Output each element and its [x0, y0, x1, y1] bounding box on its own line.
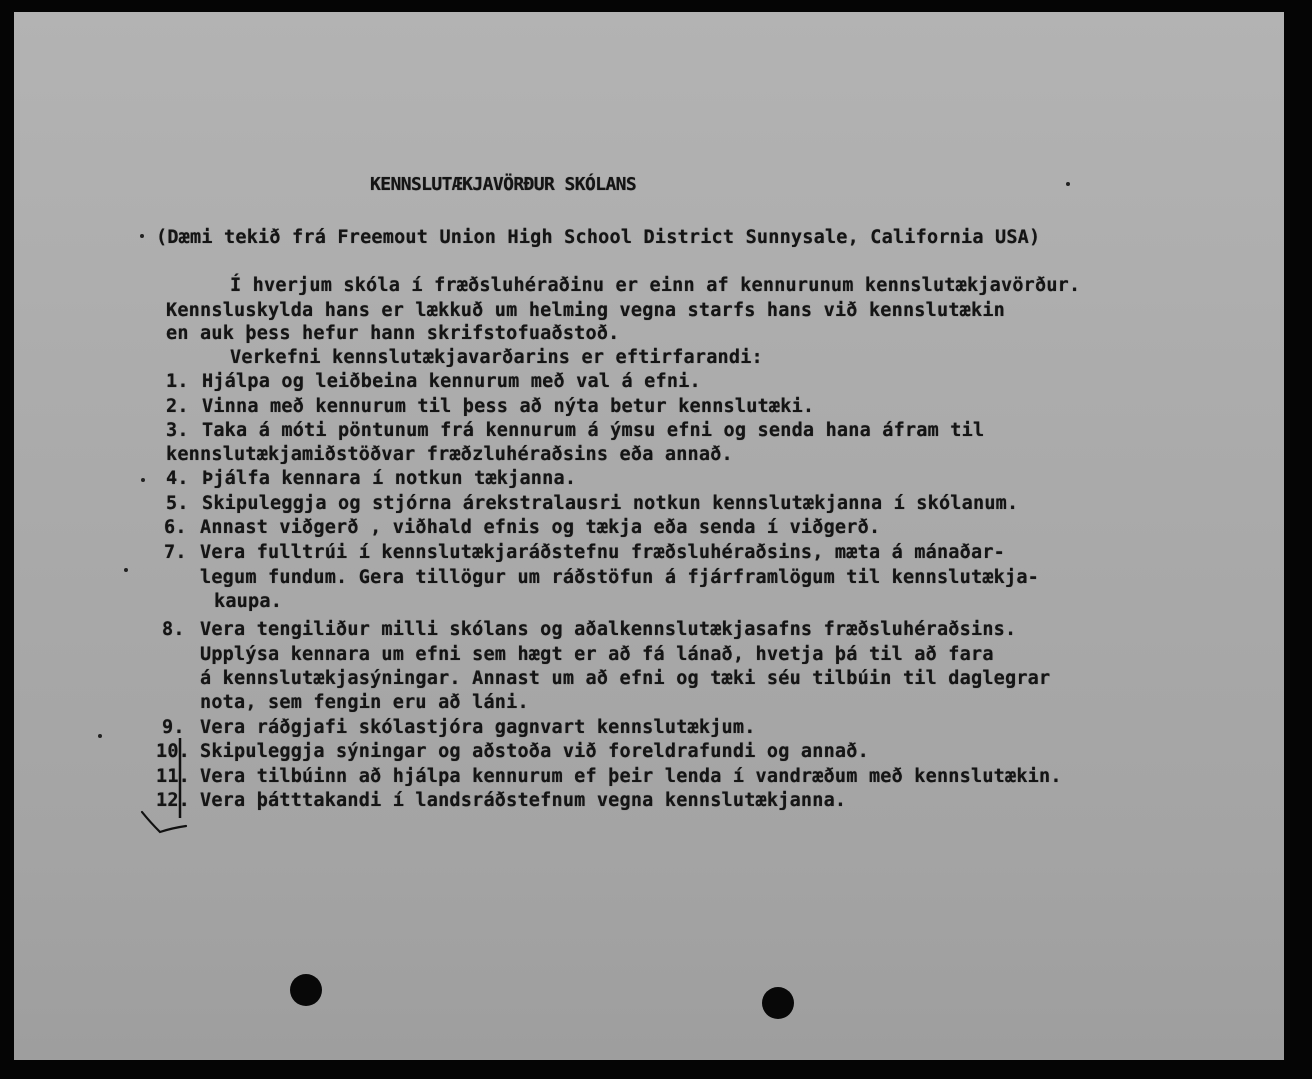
list-item-text: Vinna með kennurum til þess að nýta betur kennslutæki.: [202, 396, 815, 417]
intro-line: Kennsluskylda hans er lækkuð um helming vegna starfs hans við kennslutækin: [166, 300, 1006, 321]
list-item-number: 12.: [156, 790, 191, 811]
paper-speck: [124, 568, 128, 572]
intro-line: Verkefni kennslutækjavarðarins er eftirfarandi:: [230, 347, 763, 368]
list-item-text: Skipuleggja sýningar og aðstoða við foreldrafundi og annað.: [200, 741, 869, 762]
list-item-text: Annast viðgerð , viðhald efnis og tækja eða senda í viðgerð.: [200, 517, 881, 538]
list-item-number: 10.: [156, 741, 191, 762]
list-item-text: á kennslutækjasýningar. Annast um að efni og tæki séu tilbúin til daglegrar: [200, 668, 1051, 689]
list-item-text: Þjálfa kennara í notkun tækjanna.: [202, 468, 577, 489]
list-item-number: 8.: [162, 619, 185, 640]
list-item-text: Vera tengiliður milli skólans og aðalkennslutækjasafns fræðsluhéraðsins.: [200, 619, 1017, 640]
paper-speck: [140, 234, 144, 238]
list-item-text: Vera ráðgjafi skólastjóra gagnvart kennslutækjum.: [200, 717, 756, 738]
list-item-number: 1.: [166, 371, 189, 392]
margin-bracket-mark: [177, 738, 183, 818]
list-item-text: Vera tilbúinn að hjálpa kennurum ef þeir lenda í vandræðum með kennslutækin.: [200, 766, 1062, 787]
list-item-number: 7.: [164, 542, 187, 563]
intro-line: en auk þess hefur hann skrifstofuaðstoð.: [166, 323, 620, 344]
list-item-text: Upplýsa kennara um efni sem hægt er að fá lánað, hvetja þá til að fara: [200, 644, 994, 665]
list-item-number: 2.: [166, 396, 189, 417]
binder-hole: [762, 987, 794, 1019]
intro-line: Í hverjum skóla í fræðsluhéraðinu er einn af kennurunum kennslutækjavörður.: [230, 275, 1081, 296]
list-item-text: Vera þátttakandi í landsráðstefnum vegna kennslutækjanna.: [200, 790, 847, 811]
paper-speck: [141, 478, 145, 482]
handwritten-check-mark: [140, 810, 190, 836]
list-item-text: Skipuleggja og stjórna árekstralausri notkun kennslutækjanna í skólanum.: [202, 493, 1019, 514]
list-item-text: legum fundum. Gera tillögur um ráðstöfun á fjárframlögum til kennslutækja-: [200, 567, 1040, 588]
document-page: [14, 12, 1284, 1060]
list-item-text: Hjálpa og leiðbeina kennurum með val á efni.: [202, 371, 701, 392]
list-item-text: Vera fulltrúi í kennslutækjaráðstefnu fræðsluhéraðsins, mæta á mánaðar-: [200, 542, 1005, 563]
list-item-text: nota, sem fengin eru að láni.: [200, 692, 529, 713]
paper-speck: [98, 734, 102, 738]
list-item-number: 4.: [166, 468, 189, 489]
list-item-number: 11.: [156, 766, 191, 787]
document-title: KENNSLUTÆKJAVÖRÐUR SKÓLANS: [370, 174, 637, 195]
list-item-text: kaupa.: [214, 591, 283, 612]
binder-hole: [290, 974, 322, 1006]
list-item-number: 9.: [162, 717, 185, 738]
list-item-number: 3.: [166, 420, 189, 441]
list-item-number: 5.: [166, 493, 189, 514]
list-item-number: 6.: [164, 517, 187, 538]
list-item-text: Taka á móti pöntunum frá kennurum á ýmsu efni og senda hana áfram til: [202, 420, 985, 441]
list-item-text: kennslutækjamiðstöðvar fræðzluhéraðsins eða annað.: [166, 444, 733, 465]
document-subtitle: (Dæmi tekið frá Freemout Union High School District Sunnysale, California USA): [156, 227, 1041, 248]
paper-speck: [1066, 182, 1070, 186]
